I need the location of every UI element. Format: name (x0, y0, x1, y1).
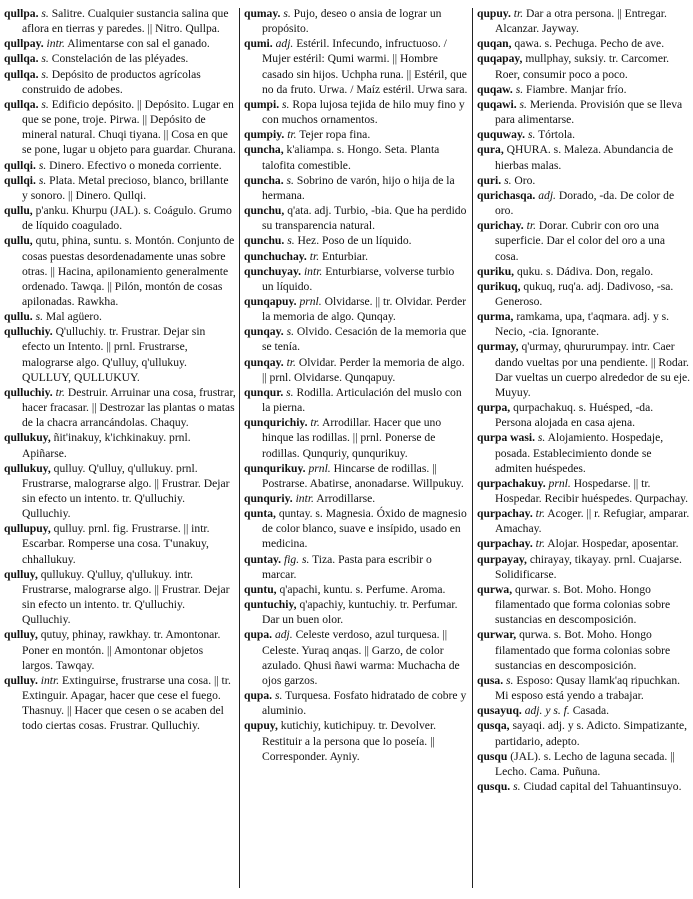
dictionary-entry (477, 97, 691, 127)
entry-definition: q'ata. adj. Turbio, -bia. Que ha perdido su transparencia natural. (262, 204, 467, 233)
entry-headword: quntu, (244, 582, 277, 596)
column-divider (239, 8, 240, 888)
entry-definition: Olvidarse. || tr. Olvidar. Perder la memoria de algo. Qunqay. (262, 294, 467, 324)
entry-definition: Mal agüero. (45, 310, 102, 324)
entry-definition: k'aliampa. s. Hongo. Seta. Planta talofita comestible. (262, 143, 440, 172)
entry-grammar: s. (287, 234, 295, 248)
entry-definition: Oro. (514, 173, 536, 187)
entry-headword: qullqi. (4, 173, 36, 187)
entry-definition: Arrodillarse. (316, 492, 376, 505)
entry-definition: qukuq, ruq'a. adj. Dadivoso, -sa. Generoso. (495, 279, 674, 308)
entry-definition: Dorar. Cubrir con oro una superficie. Dar el color del oro a una cosa. (495, 219, 665, 263)
entry-definition: Acoger. || r. Refugiar, amparar. Amachay. (495, 507, 690, 536)
dictionary-entry (4, 430, 236, 460)
entry-headword: qupa. (244, 689, 273, 703)
entry-headword: qurpachakuy. (477, 476, 546, 490)
dictionary-entry (477, 749, 691, 779)
entry-headword: qumpi. (244, 97, 280, 111)
entry-definition: Hez. Poso de un líquido. (297, 234, 412, 248)
entry-headword: qullqa. (4, 67, 39, 81)
dictionary-entry (477, 582, 691, 627)
entry-headword: qurpayay, (477, 552, 527, 566)
dictionary-entry (244, 385, 468, 415)
entry-definition: Celeste verdoso, azul turquesa. || Celeste. Yuraq anqas. || Garzo, de color azulado. Qhusi ñawi warma: Muchacha de ojos garzos. (262, 628, 460, 687)
dictionary-entry (4, 324, 236, 385)
entry-headword: quncha, (244, 143, 284, 157)
dictionary-entry (4, 567, 236, 628)
entry-definition: chirayay, tikayay. prnl. Cuajarse. Solidificarse. (495, 552, 682, 581)
dictionary-entry (244, 461, 468, 491)
entry-definition: Esposo: Qusay llamk'aq ripuchkan. Mi esposo está yendo a trabajar. (495, 673, 681, 703)
entry-grammar: s. (41, 97, 49, 111)
entry-definition: Casada. (572, 704, 610, 718)
entry-definition: Sobrino de varón, hijo o hija de la hermana. (262, 173, 455, 202)
entry-definition: Hincarse de rodillas. || Postrarse. Abatirse, anonadarse. Willpukuy. (262, 461, 464, 490)
entry-definition: q'apachiy, kuntuchiy. tr. Perfumar. Dar un buen olor. (262, 598, 458, 627)
entry-definition: Edificio depósito. || Depósito. Lugar en que se pone, troje. Pirwa. || Depósito de mineral natural. Chuqi tiyana. || Cosa en que se pone, lugar u objeto para guardar. Churana. (22, 97, 236, 157)
entry-headword: qusayuq. (477, 704, 522, 718)
entry-headword: qurwar, (477, 628, 517, 642)
dictionary-entry (4, 173, 236, 203)
entry-grammar: s. (274, 689, 283, 703)
entry-definition: qutu, phina, suntu. s. Montón. Conjunto de cosas puestas desordenadamente unas sobre otras. || Hacina, apilonamiento generalmente ordenado. Tawqa. || Pilón, montón de cosas apilonadas. Rawkha. (22, 234, 235, 308)
entry-definition: Enturbiarse, volverse turbio un líquido. (262, 264, 455, 293)
dictionary-entry (477, 718, 691, 748)
entry-definition: sayaqi. adj. y s. Adicto. Simpatizante, partidario, adepto. (495, 719, 687, 748)
entry-definition: qulluy. Q'ulluy, q'ullukuy. prnl. Frustrarse, malograrse algo. || Frustrar. Dejar sin efecto un intento. tr. Q'ulluchiy. Qulluchiy. (22, 461, 230, 521)
dictionary-entry (477, 188, 691, 218)
entry-headword: qunchuyay. (244, 264, 302, 278)
entry-headword: qullu, (4, 204, 33, 218)
entry-definition: Alojamiento. Hospedaje, posada. Establecimiento donde se admiten huéspedes. (495, 431, 664, 475)
entry-headword: qullu. (4, 310, 33, 324)
entry-definition: Destruir. Arruinar una cosa, frustrar, hacer fracasar. || Destrozar las plantas o matas de la chacra arrancándolas. Chaquy. (22, 385, 236, 430)
dictionary-entry (244, 597, 468, 627)
dictionary-entry (244, 718, 468, 763)
entry-definition: Ropa lujosa tejida de hilo muy fino y con muchos ornamentos. (262, 97, 465, 127)
entry-headword: quqaw. (477, 82, 513, 96)
entry-definition: Dar a otra persona. || Entregar. Alcanzar. Jayway. (495, 7, 667, 36)
dictionary-column-1 (4, 6, 236, 734)
entry-definition: Q'ulluchiy. tr. Frustrar. Dejar sin efecto un Intento. || prnl. Frustrarse, malograrse algo. Q'ulluy, q'ullukuy. QULLUY, QULLUKUY. (22, 325, 206, 384)
dictionary-entry (4, 158, 236, 173)
entry-headword: qunqurikuy. (244, 461, 306, 475)
dictionary-entry (477, 218, 691, 263)
dictionary-entry (4, 627, 236, 672)
entry-headword: quri. (477, 173, 502, 187)
entry-definition: q'apachi, kuntu. s. Perfume. Aroma. (279, 582, 446, 596)
dictionary-entry (4, 51, 236, 66)
entry-grammar: s. (286, 325, 294, 339)
entry-headword: qusqa, (477, 719, 510, 733)
entry-headword: qupuy. (477, 7, 511, 20)
dictionary-entry (4, 97, 236, 158)
entry-definition: Estéril. Infecundo, infructuoso. / Mujer estéril: Qumi warmi. || Hombre casado sin hijos. Uchpha runa. || Estéril, que no da fruto. Urwa. / Maíz estéril. Urwa sara. (262, 37, 468, 96)
entry-definition: mullphay, suksiy. tr. Carcomer. Roer, consumir poco a poco. (495, 52, 670, 81)
entry-grammar: s. (527, 128, 536, 142)
dictionary-entry (244, 582, 468, 597)
entry-grammar: s. (38, 158, 47, 172)
entry-headword: qurpa, (477, 401, 511, 415)
entry-grammar: adj. y s. f. (524, 704, 570, 718)
dictionary-entry (4, 385, 236, 430)
dictionary-entry (477, 430, 691, 475)
dictionary-entry (244, 173, 468, 203)
dictionary-entry (4, 203, 236, 233)
entry-headword: qurichay. (477, 219, 524, 233)
dictionary-entry (244, 506, 468, 551)
entry-headword: qunqay. (244, 355, 284, 369)
dictionary-entry (4, 36, 236, 51)
entry-grammar: s. (38, 173, 47, 187)
entry-headword: quqapay, (477, 52, 523, 66)
dictionary-entry (244, 233, 468, 248)
entry-headword: qulluy. (4, 673, 38, 687)
entry-definition: qurpachakuq. s. Huésped, -da. Persona alojada en casa ajena. (495, 401, 654, 430)
dictionary-entry (244, 415, 468, 460)
entry-grammar: intr. (46, 37, 65, 51)
entry-definition: Plata. Metal precioso, blanco, brillante y sonoro. || Dinero. Qullqi. (22, 173, 229, 202)
entry-headword: quqawi. (477, 97, 517, 111)
dictionary-entry (477, 6, 691, 36)
dictionary-entry (477, 627, 691, 672)
entry-headword: quntay. (244, 552, 282, 566)
entry-grammar: prnl. (308, 461, 331, 475)
dictionary-entry (4, 6, 236, 36)
dictionary-entry (477, 476, 691, 506)
dictionary-column-3 (477, 6, 691, 794)
entry-grammar: tr. (286, 355, 296, 369)
entry-definition: Tiza. Pasta para escribir o marcar. (262, 552, 432, 581)
dictionary-entry (477, 51, 691, 81)
dictionary-entry (477, 279, 691, 309)
dictionary-entry (477, 400, 691, 430)
entry-headword: qumi. (244, 37, 273, 51)
entry-headword: qurma, (477, 310, 514, 324)
dictionary-entry (477, 552, 691, 582)
entry-headword: qulluchiy. (4, 325, 53, 339)
entry-grammar: s. (35, 310, 44, 324)
dictionary-entry (244, 491, 468, 506)
dictionary-entry (4, 461, 236, 522)
entry-definition: Olvido. Cesación de la memoria que se tenía. (262, 325, 467, 354)
entry-grammar: intr. (295, 492, 314, 505)
entry-headword: qullukuy, (4, 431, 51, 445)
entry-headword: qunchu. (244, 234, 285, 248)
entry-grammar: prnl. (548, 476, 571, 490)
entry-headword: qurikuq, (477, 279, 521, 293)
dictionary-entry (4, 67, 236, 97)
dictionary-entry (477, 36, 691, 51)
entry-headword: qunchuchay. (244, 249, 307, 263)
entry-definition: Constelación de las pléyades. (51, 52, 189, 66)
entry-definition: Arrodillar. Hacer que uno hinque las rodillas. || prnl. Ponerse de rodillas. Qunquriy, qunqurikuy. (262, 416, 442, 460)
entry-definition: Pujo, deseo o ansia de lograr un propósito. (262, 7, 442, 36)
entry-grammar: s. (286, 385, 294, 399)
dictionary-entry (477, 779, 691, 794)
dictionary-entry (244, 36, 468, 97)
entry-grammar: s. (513, 779, 521, 793)
entry-definition: qutuy, phinay, rawkhay. tr. Amontonar. Poner en montón. || Amontonar objetos largos. Tawqay. (22, 628, 221, 672)
entry-definition: Hospedarse. || tr. Hospedar. Recibir huéspedes. Qurpachay. (495, 476, 689, 505)
entry-grammar: s. (41, 7, 49, 20)
entry-definition: qawa. s. Pechuga. Pecho de ave. (514, 37, 665, 51)
entry-headword: qullqi. (4, 158, 36, 172)
entry-grammar: tr. (55, 385, 65, 399)
entry-definition: kutichiy, kutichipuy. tr. Devolver. Restituir a la persona que lo poseía. || Corresponder. Ayniy. (262, 719, 437, 763)
entry-definition: qurwa. s. Bot. Moho. Hongo filamentado que forma colonias sobre sustancias en descomposición. (495, 628, 671, 672)
entry-definition: QHURA. s. Maleza. Abundancia de hierbas malas. (495, 143, 674, 172)
dictionary-entry (244, 203, 468, 233)
dictionary-entry (244, 127, 468, 142)
entry-definition: quntay. s. Magnesia. Óxido de magnesio de color blanco, suave e insípido, usado en medicina. (262, 507, 467, 551)
entry-headword: qullpay. (4, 37, 44, 51)
entry-headword: qusqu. (477, 779, 511, 793)
dictionary-entry (244, 627, 468, 688)
entry-grammar: s. (282, 97, 290, 111)
dictionary-entry (244, 355, 468, 385)
dictionary-entry (244, 264, 468, 294)
entry-definition: Dorado, -da. De color de oro. (495, 188, 675, 218)
entry-definition: Merienda. Provisión que se lleva para alimentarse. (495, 97, 683, 127)
entry-definition: p'anku. Khurpu (JAL). s. Coágulo. Grumo de líquido coagulado. (22, 204, 232, 233)
entry-grammar: adj. (274, 628, 293, 642)
dictionary-entry (477, 82, 691, 97)
dictionary-entry (4, 673, 236, 734)
entry-definition: Depósito de productos agrícolas construido de adobes. (22, 67, 201, 96)
entry-headword: quntuchiy, (244, 598, 297, 612)
dictionary-entry (244, 552, 468, 582)
entry-definition: Enturbiar. (322, 249, 369, 263)
entry-definition: Rodilla. Articulación del muslo con la pierna. (262, 385, 462, 415)
entry-grammar: tr. (309, 249, 320, 263)
entry-headword: qurpachay. (477, 507, 533, 521)
entry-headword: qunqur. (244, 385, 284, 399)
dictionary-entry (477, 127, 691, 142)
entry-definition: Olvidar. Perder la memoria de algo. || prnl. Olvidarse. Qunqapuy. (262, 355, 465, 384)
entry-headword: qupuy, (244, 719, 278, 733)
dictionary-entry (244, 688, 468, 718)
dictionary-entry (477, 673, 691, 703)
dictionary-entry (477, 142, 691, 172)
entry-grammar: intr. (303, 264, 323, 278)
entry-headword: qulluy, (4, 628, 38, 642)
dictionary-column-2 (244, 6, 468, 764)
dictionary-entry (4, 521, 236, 566)
entry-headword: qunqay. (244, 325, 284, 339)
entry-headword: qurmay, (477, 340, 519, 354)
entry-headword: qunquriy. (244, 492, 293, 505)
entry-grammar: tr. (513, 7, 524, 20)
entry-definition: Dinero. Efectivo o moneda corriente. (49, 158, 222, 172)
dictionary-entry (477, 173, 691, 188)
entry-headword: qullqa. (4, 52, 39, 66)
entry-definition: Fiambre. Manjar frío. (526, 82, 627, 96)
entry-headword: qullu, (4, 234, 33, 248)
entry-grammar: s. (515, 82, 524, 96)
entry-headword: qumpiy. (244, 128, 285, 142)
entry-headword: qura, (477, 143, 504, 157)
entry-definition: ramkama, upa, t'aqmara. adj. y s. Necio, -cia. Ignorante. (495, 310, 670, 339)
entry-definition: Tórtola. (538, 128, 576, 142)
entry-definition: Alimentarse con sal el ganado. (67, 37, 210, 51)
dictionary-entry (477, 264, 691, 279)
dictionary-entry (477, 703, 691, 718)
dictionary-entry (244, 97, 468, 127)
entry-definition: quku. s. Dádiva. Don, regalo. (516, 264, 654, 278)
dictionary-entry (477, 506, 691, 536)
entry-grammar: intr. (40, 673, 60, 687)
entry-grammar: tr. (310, 416, 320, 430)
entry-grammar: adj. (275, 37, 294, 51)
entry-grammar: s. (286, 173, 294, 187)
entry-headword: qurwa, (477, 582, 513, 596)
dictionary-entry (4, 309, 236, 324)
entry-grammar: s. (283, 7, 291, 20)
entry-grammar: s. (41, 67, 49, 81)
dictionary-entry (477, 339, 691, 400)
dictionary-entry (477, 536, 691, 551)
entry-headword: qunqurichiy. (244, 416, 308, 430)
entry-definition: qulluy. prnl. fig. Frustrarse. || intr. Escarbar. Romperse una cosa. T'unakuy, chhallukuy. (22, 522, 210, 566)
dictionary-entry (477, 309, 691, 339)
entry-headword: qulluy, (4, 567, 38, 581)
entry-definition: Alojar. Hospedar, aposentar. (547, 537, 679, 551)
entry-headword: qusqu (477, 749, 508, 763)
dictionary-entry (244, 294, 468, 324)
column-divider (472, 8, 473, 888)
entry-definition: Turquesa. Fosfato hidratado de cobre y aluminio. (262, 689, 467, 718)
entry-definition: ñit'inakuy, k'ichkinakuy. prnl. Apiñarse. (22, 431, 191, 460)
entry-headword: qunqapuy. (244, 294, 297, 308)
entry-headword: qullukuy, (4, 461, 51, 475)
entry-headword: qusa. (477, 673, 504, 687)
entry-grammar: s. (506, 673, 514, 687)
entry-grammar: prnl. (299, 294, 322, 308)
entry-headword: qullupuy, (4, 522, 51, 536)
entry-grammar: s. (41, 52, 49, 66)
entry-definition: Extinguirse, frustrarse una cosa. || tr. Extinguir. Apagar, hacer que cese el fuego. Thasnuy. || Hacer que cesen o se acaben del todo ciertas cosas. Frustrar. Qulluchiy. (22, 673, 231, 733)
dictionary-entry (244, 142, 468, 172)
entry-headword: qulluchiy. (4, 385, 53, 399)
entry-grammar: tr. (526, 219, 536, 233)
entry-headword: qupa. (244, 628, 273, 642)
entry-definition: Salitre. Cualquier sustancia salina que aflora en tierras y paredes. || Nitro. Qullpa. (22, 7, 229, 36)
entry-headword: ququway. (477, 128, 526, 142)
entry-grammar: tr. (535, 507, 545, 521)
entry-grammar: tr. (287, 128, 297, 142)
dictionary-entry (244, 249, 468, 264)
entry-headword: qurpa wasi. (477, 431, 535, 445)
entry-grammar: fig. s. (283, 552, 310, 566)
entry-headword: qumay. (244, 7, 281, 20)
entry-headword: qurichasqa. (477, 188, 536, 202)
entry-definition: Ciudad capital del Tahuantinsuyo. (523, 779, 682, 793)
entry-definition: qullukuy. Q'ulluy, q'ullukuy. intr. Frustrarse, malograrse algo. || Frustrar. Dejar sin efecto un intento. tr. Q'ulluchiy. Qulluchiy. (22, 567, 230, 627)
entry-grammar: s. (504, 173, 512, 187)
dictionary-entry (244, 6, 468, 36)
entry-grammar: s. (519, 97, 527, 111)
entry-grammar: s. (537, 431, 546, 445)
entry-definition: qurwar. s. Bot. Moho. Hongo filamentado que forma colonias sobre sustancias en descomposición. (495, 582, 671, 627)
entry-grammar: tr. (535, 537, 545, 551)
dictionary-entry (4, 233, 236, 309)
entry-definition: Tejer ropa fina. (299, 128, 371, 142)
entry-headword: quqan, (477, 37, 512, 51)
entry-headword: qunta, (244, 507, 276, 521)
entry-definition: (JAL). s. Lecho de laguna secada. || Lecho. Cama. Puñuna. (495, 749, 675, 778)
entry-headword: qunchu, (244, 204, 285, 218)
dictionary-entry (244, 324, 468, 354)
entry-headword: qurpachay. (477, 537, 533, 551)
entry-headword: qullpa. (4, 7, 39, 20)
entry-definition: q'urmay, qhururumpay. intr. Caer dando vueltas por una pendiente. || Rodar. Dar vueltas un cuerpo alrededor de su eje. Muyuy. (495, 340, 691, 399)
entry-headword: quncha. (244, 173, 284, 187)
entry-grammar: adj. (538, 188, 556, 202)
entry-headword: quriku, (477, 264, 515, 278)
entry-headword: qullqa. (4, 97, 39, 111)
